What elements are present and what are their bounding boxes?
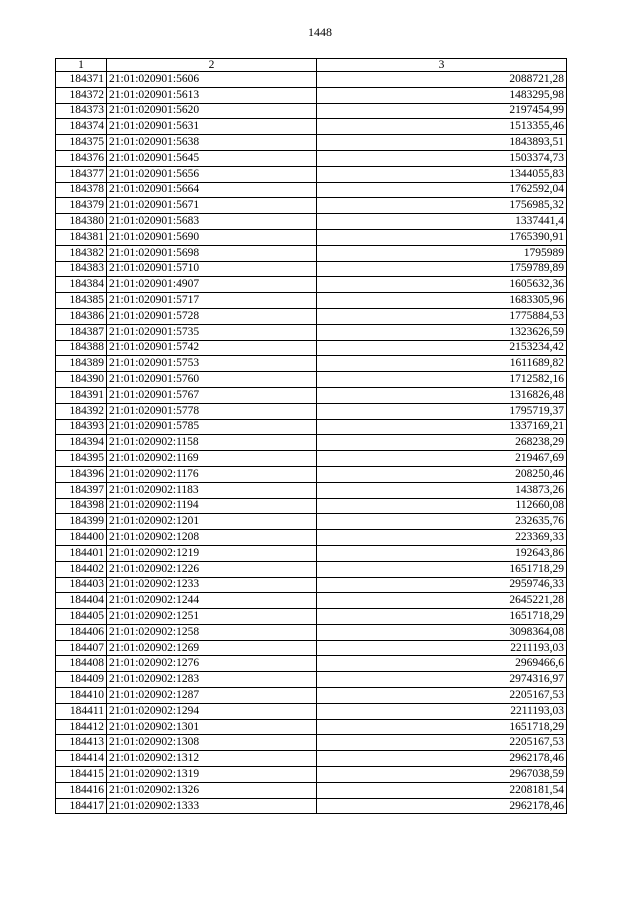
table-row: [56, 561, 567, 577]
cadastral-number-cell: 21:01:020902:1244: [107, 593, 317, 609]
cadastral-number-cell: 21:01:020902:1283: [107, 672, 317, 688]
cadastral-number-cell: 21:01:020902:1158: [107, 435, 317, 451]
table-row: [56, 498, 567, 514]
table-row: [56, 419, 567, 435]
table-row: [56, 340, 567, 356]
table-row: [56, 545, 567, 561]
cadastral-number-cell: 21:01:020901:5717: [107, 293, 317, 309]
value-cell: 2153234,42: [317, 340, 567, 356]
cadastral-number-cell: 21:01:020902:1208: [107, 530, 317, 546]
table-row: [56, 150, 567, 166]
row-number-cell: 184377: [56, 166, 107, 182]
value-cell: 1795719,37: [317, 403, 567, 419]
value-cell: 2205167,53: [317, 735, 567, 751]
table-header: [56, 59, 567, 72]
table-row: [56, 672, 567, 688]
table-row: [56, 72, 567, 88]
row-number-cell: 184403: [56, 577, 107, 593]
cadastral-number-cell: 21:01:020902:1233: [107, 577, 317, 593]
row-number-cell: 184409: [56, 672, 107, 688]
row-number-cell: 184396: [56, 466, 107, 482]
value-cell: 143873,26: [317, 482, 567, 498]
cadastral-number-cell: 21:01:020902:1194: [107, 498, 317, 514]
row-number-cell: 184390: [56, 372, 107, 388]
header-row: [56, 59, 567, 72]
table-row: [56, 214, 567, 230]
row-number-cell: 184380: [56, 214, 107, 230]
cadastral-number-cell: 21:01:020902:1251: [107, 609, 317, 625]
row-number-cell: 184405: [56, 609, 107, 625]
row-number-cell: 184381: [56, 229, 107, 245]
row-number-cell: 184417: [56, 798, 107, 814]
value-cell: 2205167,53: [317, 688, 567, 704]
table-row: [56, 87, 567, 103]
cadastral-number-cell: 21:01:020902:1333: [107, 798, 317, 814]
table-row: [56, 640, 567, 656]
row-number-cell: 184416: [56, 782, 107, 798]
table-row: [56, 656, 567, 672]
value-cell: 1503374,73: [317, 150, 567, 166]
row-number-cell: 184387: [56, 324, 107, 340]
cadastral-number-cell: 21:01:020902:1183: [107, 482, 317, 498]
value-cell: 1337169,21: [317, 419, 567, 435]
cadastral-number-cell: 21:01:020902:1258: [107, 624, 317, 640]
row-number-cell: 184404: [56, 593, 107, 609]
value-cell: 2197454,99: [317, 103, 567, 119]
cadastral-number-cell: 21:01:020901:5767: [107, 387, 317, 403]
table-row: [56, 798, 567, 814]
cadastral-number-cell: 21:01:020901:5613: [107, 87, 317, 103]
row-number-cell: 184379: [56, 198, 107, 214]
cadastral-number-cell: 21:01:020902:1276: [107, 656, 317, 672]
value-cell: 2088721,28: [317, 72, 567, 88]
value-cell: 2974316,97: [317, 672, 567, 688]
table-row: [56, 466, 567, 482]
cadastral-number-cell: 21:01:020902:1319: [107, 767, 317, 783]
cadastral-number-cell: 21:01:020902:1308: [107, 735, 317, 751]
row-number-cell: 184384: [56, 277, 107, 293]
row-number-cell: 184376: [56, 150, 107, 166]
table-row: [56, 703, 567, 719]
cadastral-number-cell: 21:01:020901:5671: [107, 198, 317, 214]
table-row: [56, 403, 567, 419]
value-cell: 1344055,83: [317, 166, 567, 182]
row-number-cell: 184406: [56, 624, 107, 640]
row-number-cell: 184394: [56, 435, 107, 451]
value-cell: 112660,08: [317, 498, 567, 514]
cadastral-number-cell: 21:01:020901:5606: [107, 72, 317, 88]
row-number-cell: 184398: [56, 498, 107, 514]
row-number-cell: 184412: [56, 719, 107, 735]
value-cell: 1759789,89: [317, 261, 567, 277]
value-cell: 2959746,33: [317, 577, 567, 593]
row-number-cell: 184401: [56, 545, 107, 561]
value-cell: 1765390,91: [317, 229, 567, 245]
column-header-2: 2: [107, 59, 317, 72]
table-row: [56, 166, 567, 182]
table-body: [56, 72, 567, 814]
value-cell: 2208181,54: [317, 782, 567, 798]
value-cell: 1756985,32: [317, 198, 567, 214]
row-number-cell: 184391: [56, 387, 107, 403]
cadastral-number-cell: 21:01:020902:1201: [107, 514, 317, 530]
cadastral-number-cell: 21:01:020901:5753: [107, 356, 317, 372]
value-cell: 1683305,96: [317, 293, 567, 309]
row-number-cell: 184389: [56, 356, 107, 372]
cadastral-number-cell: 21:01:020901:5742: [107, 340, 317, 356]
cadastral-number-cell: 21:01:020902:1269: [107, 640, 317, 656]
cadastral-number-cell: 21:01:020901:5698: [107, 245, 317, 261]
cadastral-number-cell: 21:01:020902:1312: [107, 751, 317, 767]
value-cell: 1712582,16: [317, 372, 567, 388]
table-row: [56, 577, 567, 593]
row-number-cell: 184399: [56, 514, 107, 530]
data-table: [55, 58, 567, 814]
cadastral-number-cell: 21:01:020901:4907: [107, 277, 317, 293]
value-cell: 3098364,08: [317, 624, 567, 640]
cadastral-number-cell: 21:01:020901:5664: [107, 182, 317, 198]
table-row: [56, 482, 567, 498]
cadastral-number-cell: 21:01:020902:1301: [107, 719, 317, 735]
value-cell: 232635,76: [317, 514, 567, 530]
value-cell: 1611689,82: [317, 356, 567, 372]
value-cell: 2211193,03: [317, 703, 567, 719]
value-cell: 1651718,29: [317, 609, 567, 625]
table-row: [56, 387, 567, 403]
row-number-cell: 184388: [56, 340, 107, 356]
value-cell: 2645221,28: [317, 593, 567, 609]
table-row: [56, 245, 567, 261]
table-row: [56, 372, 567, 388]
value-cell: 1775884,53: [317, 308, 567, 324]
row-number-cell: 184413: [56, 735, 107, 751]
row-number-cell: 184400: [56, 530, 107, 546]
row-number-cell: 184385: [56, 293, 107, 309]
cadastral-number-cell: 21:01:020901:5760: [107, 372, 317, 388]
value-cell: 1795989: [317, 245, 567, 261]
table-row: [56, 356, 567, 372]
table-row: [56, 514, 567, 530]
value-cell: 1605632,36: [317, 277, 567, 293]
row-number-cell: 184371: [56, 72, 107, 88]
table-row: [56, 593, 567, 609]
row-number-cell: 184372: [56, 87, 107, 103]
table-row: [56, 688, 567, 704]
row-number-cell: 184408: [56, 656, 107, 672]
column-header-1: 1: [56, 59, 107, 72]
page-number: 1448: [308, 25, 332, 39]
table-row: [56, 308, 567, 324]
cadastral-number-cell: 21:01:020902:1226: [107, 561, 317, 577]
cadastral-number-cell: 21:01:020901:5710: [107, 261, 317, 277]
cadastral-number-cell: 21:01:020902:1294: [107, 703, 317, 719]
table-row: [56, 435, 567, 451]
row-number-cell: 184382: [56, 245, 107, 261]
row-number-cell: 184383: [56, 261, 107, 277]
row-number-cell: 184375: [56, 135, 107, 151]
table-row: [56, 530, 567, 546]
table-row: [56, 324, 567, 340]
cadastral-number-cell: 21:01:020901:5785: [107, 419, 317, 435]
value-cell: 2967038,59: [317, 767, 567, 783]
value-cell: 268238,29: [317, 435, 567, 451]
value-cell: 219467,69: [317, 451, 567, 467]
table-row: [56, 277, 567, 293]
value-cell: 1651718,29: [317, 719, 567, 735]
table-row: [56, 119, 567, 135]
table-row: [56, 735, 567, 751]
value-cell: 2211193,03: [317, 640, 567, 656]
table-row: [56, 782, 567, 798]
row-number-cell: 184397: [56, 482, 107, 498]
value-cell: 208250,46: [317, 466, 567, 482]
value-cell: 192643,86: [317, 545, 567, 561]
cadastral-number-cell: 21:01:020901:5778: [107, 403, 317, 419]
table-row: [56, 229, 567, 245]
cadastral-number-cell: 21:01:020901:5631: [107, 119, 317, 135]
row-number-cell: 184402: [56, 561, 107, 577]
table-row: [56, 767, 567, 783]
row-number-cell: 184392: [56, 403, 107, 419]
table-row: [56, 609, 567, 625]
cadastral-number-cell: 21:01:020901:5638: [107, 135, 317, 151]
value-cell: 1651718,29: [317, 561, 567, 577]
row-number-cell: 184415: [56, 767, 107, 783]
row-number-cell: 184378: [56, 182, 107, 198]
row-number-cell: 184407: [56, 640, 107, 656]
row-number-cell: 184373: [56, 103, 107, 119]
cadastral-number-cell: 21:01:020901:5683: [107, 214, 317, 230]
value-cell: 223369,33: [317, 530, 567, 546]
value-cell: 1483295,98: [317, 87, 567, 103]
table-row: [56, 261, 567, 277]
cadastral-number-cell: 21:01:020901:5735: [107, 324, 317, 340]
table-row: [56, 198, 567, 214]
cadastral-number-cell: 21:01:020901:5645: [107, 150, 317, 166]
column-header-3: 3: [317, 59, 567, 72]
cadastral-number-cell: 21:01:020902:1326: [107, 782, 317, 798]
cadastral-number-cell: 21:01:020902:1219: [107, 545, 317, 561]
row-number-cell: 184410: [56, 688, 107, 704]
value-cell: 1337441,4: [317, 214, 567, 230]
table-row: [56, 293, 567, 309]
row-number-cell: 184395: [56, 451, 107, 467]
table-row: [56, 182, 567, 198]
row-number-cell: 184374: [56, 119, 107, 135]
value-cell: 1843893,51: [317, 135, 567, 151]
table-row: [56, 135, 567, 151]
table-row: [56, 451, 567, 467]
cadastral-number-cell: 21:01:020901:5656: [107, 166, 317, 182]
value-cell: 2962178,46: [317, 798, 567, 814]
table-row: [56, 751, 567, 767]
row-number-cell: 184393: [56, 419, 107, 435]
cadastral-number-cell: 21:01:020902:1176: [107, 466, 317, 482]
cadastral-number-cell: 21:01:020901:5728: [107, 308, 317, 324]
table-row: [56, 103, 567, 119]
table-row: [56, 719, 567, 735]
value-cell: 1323626,59: [317, 324, 567, 340]
value-cell: 1762592,04: [317, 182, 567, 198]
value-cell: 2969466,6: [317, 656, 567, 672]
cadastral-number-cell: 21:01:020902:1287: [107, 688, 317, 704]
cadastral-number-cell: 21:01:020901:5690: [107, 229, 317, 245]
cadastral-number-cell: 21:01:020901:5620: [107, 103, 317, 119]
row-number-cell: 184386: [56, 308, 107, 324]
value-cell: 1513355,46: [317, 119, 567, 135]
value-cell: 1316826,48: [317, 387, 567, 403]
row-number-cell: 184414: [56, 751, 107, 767]
value-cell: 2962178,46: [317, 751, 567, 767]
table-row: [56, 624, 567, 640]
row-number-cell: 184411: [56, 703, 107, 719]
cadastral-number-cell: 21:01:020902:1169: [107, 451, 317, 467]
